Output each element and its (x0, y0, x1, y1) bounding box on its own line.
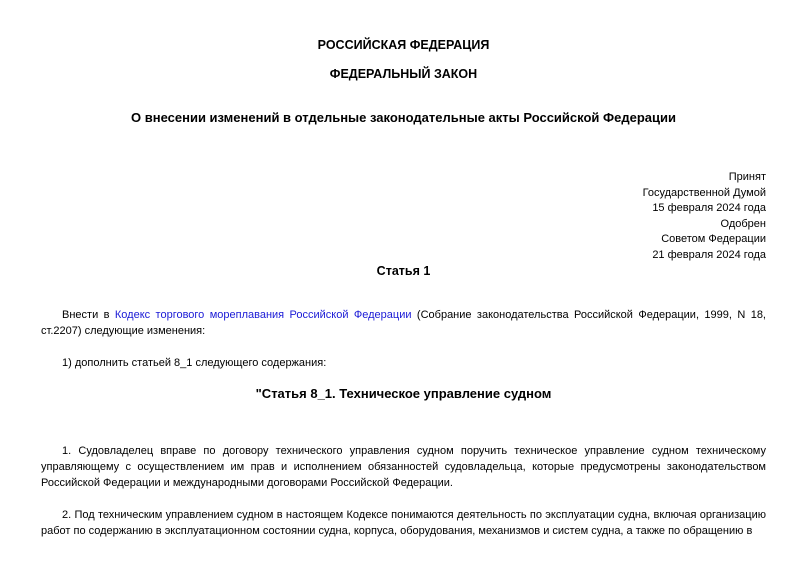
intro-text-before: Внести в (62, 309, 115, 321)
country-heading: РОССИЙСКАЯ ФЕДЕРАЦИЯ (317, 38, 490, 52)
amendment-item: 1) дополнить статьей 8_1 следующего содержания: (62, 357, 327, 369)
adoption-line: 21 февраля 2024 года (652, 248, 766, 261)
adoption-line: Принят (728, 171, 766, 183)
code-link[interactable]: Кодекс торгового мореплавания Российской Федерации (114, 309, 412, 321)
adoption-line: Советом Федерации (661, 233, 766, 245)
adoption-block (643, 170, 766, 263)
adoption-line: Одобрен (720, 217, 766, 230)
document-type-heading: ФЕДЕРАЛЬНЫЙ ЗАКОН (329, 67, 478, 81)
paragraph-2: 2. Под техническим управлением судном в настоящем Кодексе понимаются деятельность по эксплуатации судна, включая организацию работ по содержанию в эксплуатационном состоянии судна, корпуса, оборудования, механизмов и систем судна, а также по обращению в (41, 509, 766, 537)
sub-article-heading: "Статья 8_1. Техническое управление судном (255, 386, 552, 401)
article-intro-paragraph (41, 307, 766, 339)
intro-text-after: (Собрание законодательства Российской Федерации, 1999, N 18, ст.2207) следующие изменения: (41, 309, 766, 337)
paragraph-1: 1. Судовладелец вправе по договору технического управления судном поручить техническое управление судном техническому управляющему с осуществлением им прав и исполнением обязанностей судовладельца, которые предусмотрены законодательством Российской Федерации и международными договорами Российской Федерации. (41, 445, 766, 489)
adoption-line: Государственной Думой (642, 186, 766, 199)
adoption-line: 15 февраля 2024 года (652, 202, 766, 214)
law-title: О внесении изменений в отдельные законодательные акты Российской Федерации (131, 110, 676, 125)
article-heading: Статья 1 (376, 264, 431, 278)
